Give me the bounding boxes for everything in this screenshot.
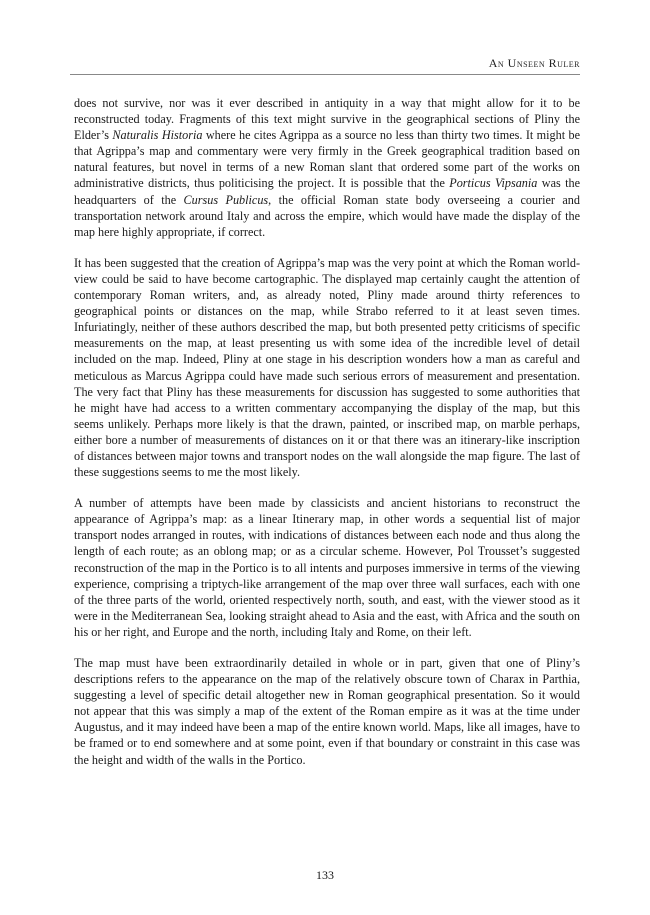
paragraph-1-part-4: , the official Roman state body overseeing a courier and transportation network around Italy and across the empire, which would have made the display of the map here highly appropriate, if correct.	[74, 192, 580, 239]
term-cursus-publicus: Cursus Publicus	[183, 192, 269, 207]
paragraph-3: A number of attempts have been made by classicists and ancient historians to reconstruct the appearance of Agrippa’s map: as a linear Itinerary map, in other words a sequential list of major transport nodes arranged in routes, with indications of distances between each node and thus along the length of each route; as an oblong map; or as a circular scheme. However, Pol Trousset’s suggested reconstruction of the map in the Portico is to all intents and purposes immersive in terms of the viewing experience, comprising a triptych-like arrangement of the map over three wall surfaces, each with one of the three parts of the world, oriented respectively north, south, and east, with the viewer stood as it were in the Mediterranean Sea, looking straight ahead to Asia and the east, with Africa and the south on his or her right, and Europe and the north, including Italy and Rome, on their left.	[74, 496, 580, 639]
paragraph-2: It has been suggested that the creation of Agrippa’s map was the very point at which the Roman world-view could be said to have become cartographic. The displayed map certainly caught the attention of contemporary Roman writers, and, as already noted, Pliny made around thirty references to geographical points or distances on the map, while Strabo referred to it at least seven times. Infuriatingly, neither of these authors described the map, but both presented petty criticisms of specific measurements on the map, at least presenting us with some idea of the incredible level of detail included on the map. Indeed, Pliny at one stage in his description wonders how a man as careful and meticulous as Marcus Agrippa could have made such serious errors of measurement and presentation. The very fact that Pliny has these measurements for discussion has suggested to some authorities that he might have had access to a written commentary accompanying the display of the map, but this seems unlikely. Perhaps more likely is that the drawn, painted, or inscribed map, on marble perhaps, either bore a number of measurements of distances on it or that there was an itinerary-like inscription of distances between major towns and transport nodes on the wall alongside the map figure. The last of these suggestions seems to me the most likely.	[74, 255, 580, 480]
paragraph-4: The map must have been extraordinarily detailed in whole or in part, given that one of Pliny’s descriptions refers to the appearance on the map of the relatively obscure town of Charax in Parthia, suggesting a level of specific detail altogether new in Roman geographical presentation. So it would not appear that this was simply a map of the extent of the Roman empire as it was at the time under Augustus, and it may indeed have been a map of the entire known world. Maps, like all images, have to be framed or to end somewhere and at some point, even if that boundary or constraint in this case was the height and width of the walls in the Portico.	[74, 656, 580, 767]
paragraph-1	[74, 95, 580, 240]
paragraph-1-part-2: where he cites Agrippa as a source no less than thirty two times. It might be that Agrippa’s map and commentary were very firmly in the Greek geographical tradition based on natural features, but novel in terms of a new Roman slant that ordered some part of the works on administrative districts, thus politicising the project. It is possible that the	[74, 128, 581, 191]
header-rule	[70, 74, 580, 75]
page-number: 133	[316, 868, 334, 882]
paragraph-1-part-3: was the headquarters of the	[74, 176, 581, 207]
running-head: An Unseen Ruler	[488, 56, 580, 70]
term-porticus-vipsania: Porticus Vipsania	[449, 176, 538, 191]
body-text	[74, 95, 580, 783]
paragraph-1-part-1: does not survive, nor was it ever described in antiquity in a way that might allow for it to be reconstructed today. Fragments of this text might survive in the geographical sections of Pliny the Elder’s	[74, 96, 580, 143]
title-naturalis-historia: Naturalis Historia	[112, 128, 203, 143]
